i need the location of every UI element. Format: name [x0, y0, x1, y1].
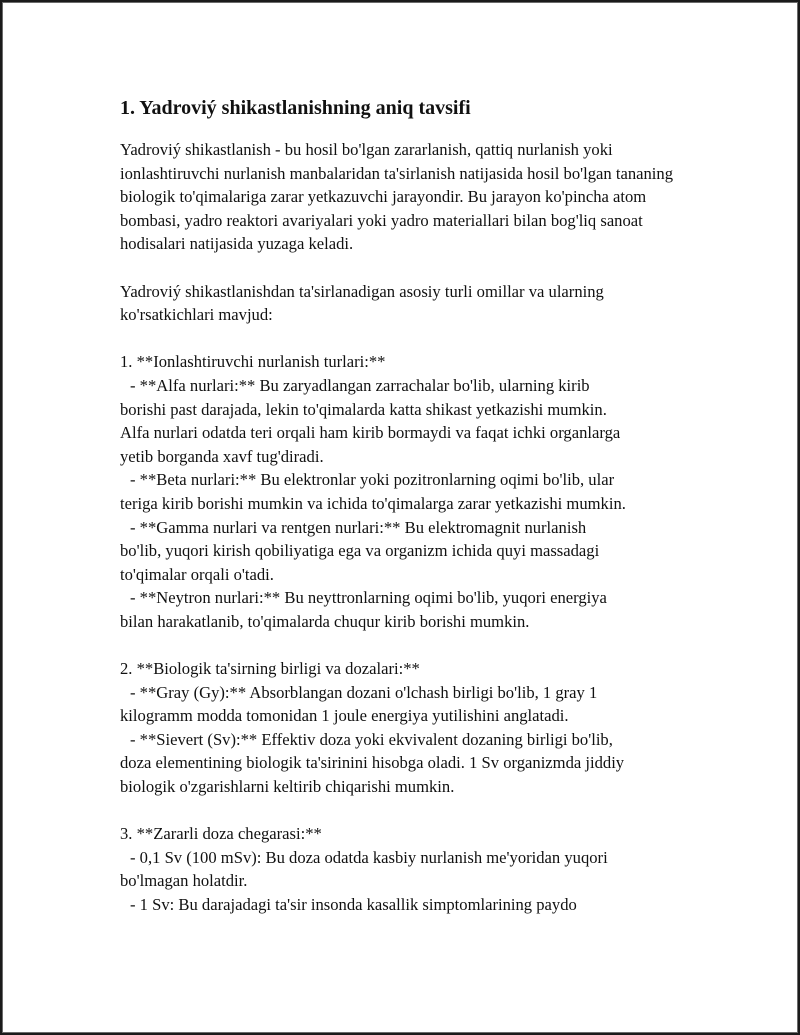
list-item-continuation: biologik o'zgarishlarni keltirib chiqarishi mumkin.	[120, 777, 455, 797]
factors-intro-paragraph: Yadroviý shikastlanishdan ta'sirlanadigan asosiy turli omillar va ularning ko'rsatkichlari mavjud:	[120, 281, 604, 325]
list-item: - **Gray (Gy):** Absorblangan dozani o'lchash birligi bo'lib, 1 gray 1	[130, 682, 598, 702]
list-item-continuation: doza elementining biologik ta'sirinini hisobga oladi. 1 Sv organizmda jiddiy	[120, 753, 625, 773]
document-title: 1. Yadroviý shikastlanishning aniq tavsifi	[120, 97, 471, 119]
section-heading: 1. **Ionlashtiruvchi nurlanish turlari:**	[120, 352, 386, 372]
list-item: - **Beta nurlari:** Bu elektronlar yoki pozitronlarning oqimi bo'lib, ular	[130, 470, 615, 490]
list-item-continuation: bilan harakatlanib, to'qimalarda chuqur kirib borishi mumkin.	[120, 611, 530, 631]
list-item: - 0,1 Sv (100 mSv): Bu doza odatda kasbiy nurlanish me'yoridan yuqori	[130, 847, 608, 867]
list-item-continuation: yetib borganda xavf tug'diradi.	[120, 446, 324, 466]
section-biological-units	[120, 657, 690, 799]
list-item-continuation: to'qimalar orqali o'tadi.	[120, 564, 274, 584]
section-heading: 2. **Biologik ta'sirning birligi va dozalari:**	[120, 659, 420, 679]
intro-paragraph: Yadroviý shikastlanish - bu hosil bo'lgan zararlanish, qattiq nurlanish yoki ionlashtiruvchi nurlanish manbalaridan ta'sirlanish natijasida hosil bo'lgan tananing biologik to'qimalariga zarar yetkazuvchi jarayondir. Bu jarayon ko'pincha atom bombasi, yadro reaktori avariyalari yoki yadro materiallari bilan bog'liq sanoat hodisalari natijasida yuzaga keladi.	[120, 140, 673, 254]
list-item: - **Alfa nurlari:** Bu zaryadlangan zarrachalar bo'lib, ularning kirib	[130, 375, 590, 395]
list-item: - 1 Sv: Bu darajadagi ta'sir insonda kasallik simptomlarining paydo	[130, 895, 577, 914]
list-item-continuation: kilogramm modda tomonidan 1 joule energiya yutilishini anglatadi.	[120, 706, 569, 726]
list-item-continuation: teriga kirib borishi mumkin va ichida to'qimalarga zarar yetkazishi mumkin.	[120, 493, 626, 513]
list-item-continuation: borishi past darajada, lekin to'qimalarda katta shikast yetkazishi mumkin.	[120, 399, 607, 419]
section-harmful-dose	[120, 822, 690, 916]
section-spacer	[120, 799, 690, 823]
section-heading: 3. **Zararli doza chegarasi:**	[120, 824, 322, 844]
document-content	[120, 94, 690, 917]
list-item-continuation: bo'lmagan holatdir.	[120, 871, 248, 891]
list-item-continuation: Alfa nurlari odatda teri orqali ham kirib bormaydi va faqat ichki organlarga	[120, 423, 621, 443]
list-item: - **Sievert (Sv):** Effektiv doza yoki ekvivalent dozaning birligi bo'lib,	[130, 729, 613, 749]
section-spacer	[120, 633, 690, 657]
section-ionizing-radiation	[120, 350, 690, 633]
list-item: - **Gamma nurlari va rentgen nurlari:** Bu elektromagnit nurlanish	[130, 517, 587, 537]
list-item-continuation: bo'lib, yuqori kirish qobiliyatiga ega va organizm ichida quyi massadagi	[120, 541, 600, 561]
list-item: - **Neytron nurlari:** Bu neyttronlarning oqimi bo'lib, yuqori energiya	[130, 588, 607, 608]
